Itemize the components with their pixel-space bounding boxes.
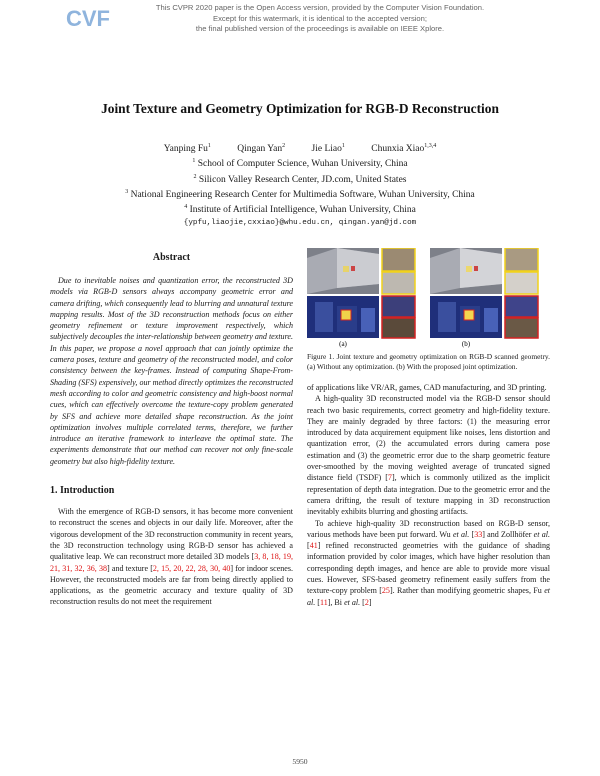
intro-paragraph: With the emergence of RGB-D sensors, it has become more convenient to reconstruct the scenes and objects in our daily life. Moreover, after the vigorous development of the 3D reconstruction community in recent years, the 3D reconstruction technology using RGB-D sensor has achieved a qualitative leap. We can reconstruct more detailed 3D models [3, 8, 18, 19, 21, 31, 32, 36, 38] and texture [2, 15, 20, 22, 28, 30, 40] for indoor scenes. However, the reconstructed models are far from being directly applied to applications, as the geometric accuracy and texture quality of 3D reconstruction results do not meet the requirement: [50, 507, 294, 607]
panel-b: [430, 248, 538, 338]
author: Chunxia Xiao$^{1,3,4}$: [371, 143, 437, 155]
author: Jie Liao$^1$: [311, 143, 345, 155]
figure-1-image: [307, 248, 550, 348]
abstract-text: Due to inevitable noises and quantization error, the reconstructed 3D models via RGB-D sensors always accompany geometric error and camera drifting, which consequently lead to blurring and unnatural texture mapping results. Most of the 3D reconstruction methods focus on either geometry refinement or texture improvement respectively, which subjectively decouples the inter-relationship between geometry and texture. In this paper, we propose a novel approach that can jointly optimize the camera poses, texture and geometry of the reconstructed model, and color consistency between the key-frames. Instead of computing Shape-From-Shading (SFS) expensively, our method directly optimizes the reconstructed mesh according to color and geometric consistency and high-boost normal cues, which can effectively overcome the texture-copy problem generated by SFS and achieve more detailed shape reconstruction. As the joint optimization involves multiple correlated terms, therefore, we further introduce an iterative framework to interleave the optimal state. The experiments demonstrate that our method can recover not only fine-scale geometry but also high-fidelity texture.: [50, 276, 293, 466]
panel-a: [307, 248, 415, 338]
left-column: [50, 252, 293, 608]
citation-link[interactable]: 3, 8, 18, 19, 21, 31, 32, 36, 38: [50, 552, 293, 573]
cvf-logo: [64, 4, 114, 30]
abstract-heading: Abstract: [152, 252, 191, 263]
citation-link[interactable]: 41: [309, 541, 318, 551]
affiliation: $^4$ Institute of Artificial Intelligence, Wuhan University, China: [184, 204, 416, 216]
citation-link[interactable]: 7: [387, 473, 392, 483]
watermark-line: Except for this watermark, it is identical to the accepted version;: [213, 13, 427, 23]
body-paragraph: of applications like VR/AR, games, CAD manufacturing, and 3D printing.: [307, 383, 547, 392]
citation-link[interactable]: 33: [474, 529, 483, 539]
figure-1-caption: Figure 1. Joint texture and geometry optimization on RGB-D scanned geometry. (a) Without any optimization. (b) With the proposed joint optimization.: [307, 352, 550, 371]
right-column: [307, 248, 550, 608]
body-paragraph: To achieve high-quality 3D reconstruction based on RGB-D sensor, various methods have been put forward. Wu et al. [33] and Zollhöfer et al. [41] refined reconstructed geometries with the guidance of shading information provided by color images, which have higher resolution than corresponding depth images, and hence are able to provide more visual cues. However, SFS-based geometry refinement easily suffers from the texture-copy problem [25]. Rather than modifying geometric shapes, Fu et al. [11], Bi et al. [2]: [307, 518, 550, 607]
panel-a-label: (a): [339, 340, 347, 348]
panel-b-label: (b): [461, 340, 471, 348]
watermark-line: This CVPR 2020 paper is the Open Access version, provided by the Computer Vision Foundation.: [155, 3, 485, 12]
figure-1: [307, 248, 550, 348]
affiliation: $^3$ National Engineering Research Center for Multimedia Software, Wuhan University, China: [125, 189, 475, 201]
author: Yanping Fu$^1$: [163, 143, 211, 155]
author-list: [0, 140, 600, 155]
citation-link[interactable]: 25: [381, 586, 390, 596]
affiliation: $^2$ Silicon Valley Research Center, JD.com, United States: [193, 173, 407, 185]
open-access-watermark: [120, 3, 520, 35]
citation-link[interactable]: 2, 15, 20, 22, 28, 30, 40: [152, 563, 231, 573]
watermark-line: the final published version of the proceedings is available on IEEE Xplore.: [195, 24, 445, 33]
paper-title: Joint Texture and Geometry Optimization for RGB-D Reconstruction: [101, 101, 499, 116]
citation-link[interactable]: 2: [364, 597, 369, 607]
svg-text:CVF: CVF: [66, 6, 110, 30]
affiliation: $^1$ School of Computer Science, Wuhan University, China: [192, 158, 408, 170]
author-block: [0, 140, 600, 229]
body-paragraph: A high-quality 3D reconstructed model via the RGB-D sensor should reach two basic requirements, correct geometry and high-fidelity texture. They are mainly degraded by three factors: (1) the measuring error introduced by data acquirement equipment like noises, lens distortion and quantization error, (2) the accumulated errors during camera pose estimation and (3) the geometric error due to the sharp geometric feature over-smoothed by the moving weighted average of truncated signed distance field (TSDF) [7], which is commonly utilized as the implicit representation of depth data integration. Due to the geometric error and the camera drifting, the result of texture mapping in 3D reconstruction inevitably exhibits blurring and ghosting artifacts.: [307, 394, 550, 517]
author-emails: {ypfu,liaojie,cxxiao}@whu.edu.cn, qingan.yan@jd.com: [183, 218, 417, 227]
section-heading-introduction: 1. Introduction: [50, 485, 115, 497]
citation-link[interactable]: 11: [319, 597, 328, 607]
author: Qingan Yan$^2$: [237, 143, 286, 155]
page-number: 5950: [292, 757, 308, 766]
